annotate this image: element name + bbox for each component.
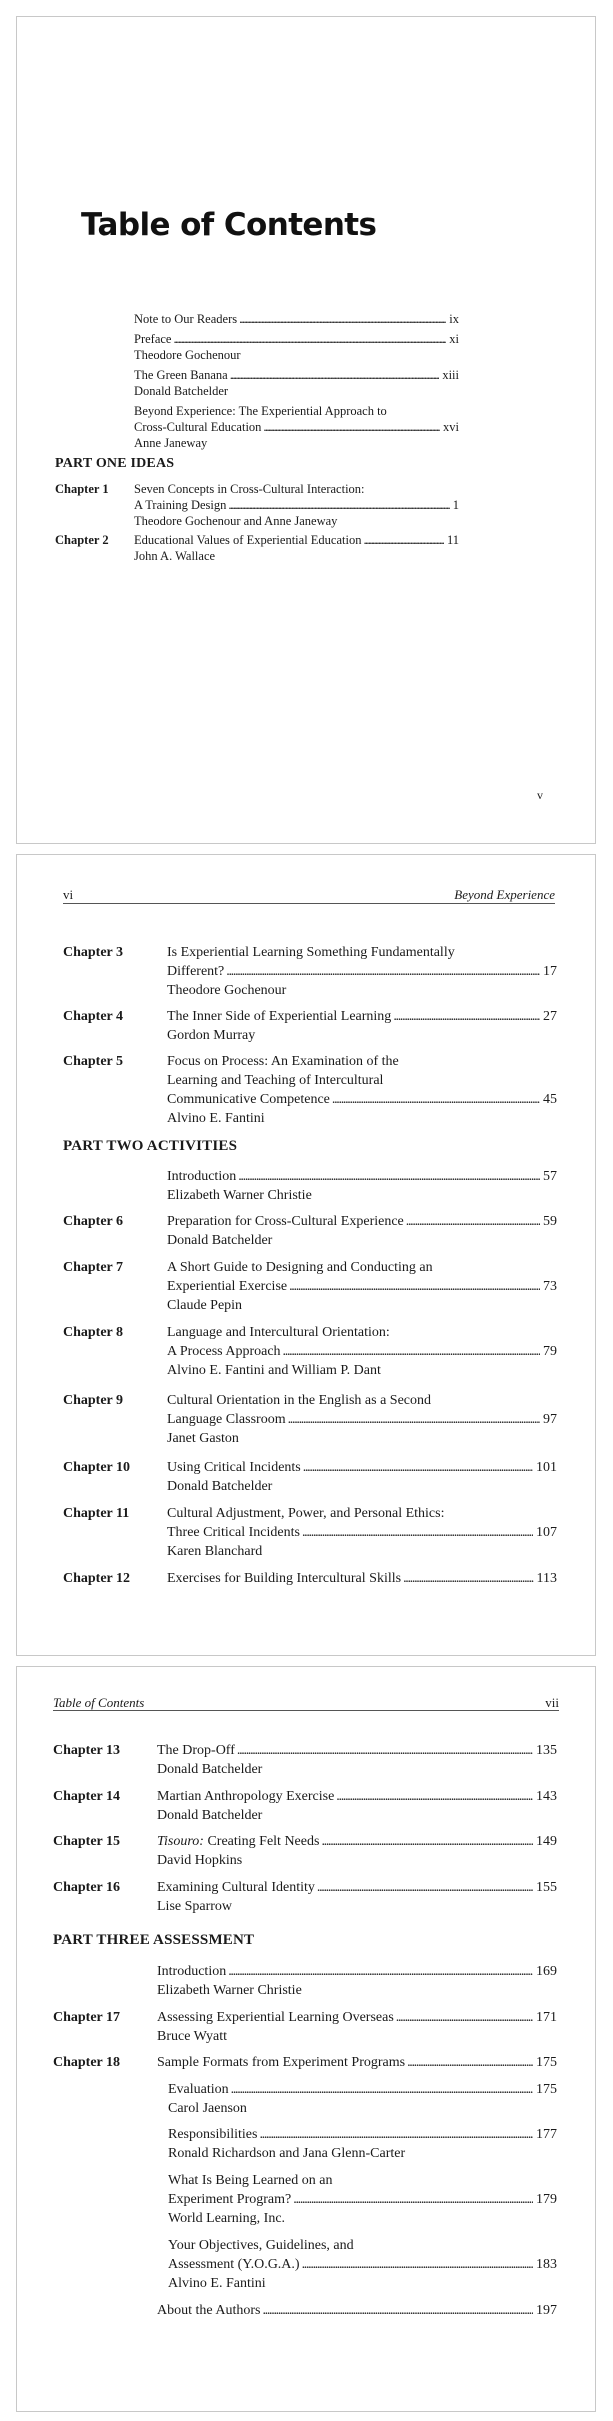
toc-entry-chapter-10[interactable]: Using Critical Incidents . . . 101 Donald Batchelder — [167, 1458, 557, 1496]
toc-entry-chapter-17[interactable]: Assessing Experiential Learning Overseas . . . 171 Bruce Wyatt — [157, 2008, 557, 2046]
chapter-label: Chapter 16 — [53, 1880, 121, 1895]
entry-author: Alvino E. Fantini — [167, 1111, 265, 1126]
toc-subentry-evaluation[interactable]: Evaluation . . . 175 Carol Jaenson — [168, 2080, 557, 2118]
entry-author: Anne Janeway — [134, 436, 208, 450]
toc-entry-introduction[interactable]: Introduction . . . 57 Elizabeth Warner Christie — [167, 1167, 557, 1205]
chapter-label: Chapter 11 — [63, 1506, 130, 1521]
toc-page-vi — [16, 854, 596, 1656]
chapter-label: Chapter 7 — [63, 1260, 124, 1275]
header-section-title: Table of Contents — [53, 1695, 145, 1710]
toc-entry-introduction[interactable]: Introduction . . . 169 Elizabeth Warner Christie — [157, 1962, 557, 2000]
entry-author: Alvino E. Fantini — [168, 2276, 266, 2291]
header-rule — [53, 1710, 559, 1711]
chapter-label: Chapter 1 — [55, 482, 109, 496]
entry-author: Alvino E. Fantini and William P. Dant — [167, 1363, 381, 1378]
part-heading: PART ONE IDEAS — [55, 456, 175, 471]
chapter-label: Chapter 2 — [55, 533, 109, 547]
toc-entry-chapter-16[interactable]: Examining Cultural Identity . . . 155 Lise Sparrow — [157, 1878, 557, 1916]
page-number: 183 — [536, 2257, 557, 2272]
page-number: ix — [449, 312, 459, 326]
page-number: 149 — [536, 1834, 557, 1849]
toc-entry-chapter-11[interactable]: Cultural Adjustment, Power, and Personal Ethics: Three Critical Incidents . . . 107 Karen Blanchard — [167, 1504, 557, 1561]
page-number: 73 — [543, 1279, 557, 1294]
page-number: 143 — [536, 1789, 557, 1804]
chapter-label: Chapter 10 — [63, 1460, 131, 1475]
entry-author: Donald Batchelder — [167, 1479, 273, 1494]
entry-author: Carol Jaenson — [168, 2101, 247, 2116]
page-number: 79 — [543, 1344, 557, 1359]
entry-author: Gordon Murray — [167, 1028, 256, 1043]
chapter-label: Chapter 3 — [63, 945, 124, 960]
part-heading: PART TWO ACTIVITIES — [63, 1138, 238, 1154]
part-heading: PART THREE ASSESSMENT — [53, 1932, 255, 1948]
entry-author: Lise Sparrow — [157, 1899, 233, 1914]
page-number: 101 — [536, 1460, 557, 1475]
toc-entry-chapter-6[interactable]: Preparation for Cross-Cultural Experience . . . 59 Donald Batchelder — [167, 1212, 557, 1250]
page-number: 45 — [543, 1092, 557, 1107]
entry-author: Claude Pepin — [167, 1298, 243, 1313]
toc-entry-chapter-9[interactable]: Cultural Orientation in the English as a Second Language Classroom . . . 97 Janet Gaston — [167, 1391, 557, 1448]
toc-entry-chapter-2[interactable]: Educational Values of Experiential Education . . . 11 John A. Wallace — [134, 532, 459, 564]
entry-author: Karen Blanchard — [167, 1544, 263, 1559]
chapter-label: Chapter 15 — [53, 1834, 121, 1849]
page-number: 175 — [536, 2055, 557, 2070]
entry-author: Theodore Gochenour — [134, 348, 241, 362]
page-number: 175 — [536, 2082, 557, 2097]
chapter-label: Chapter 17 — [53, 2010, 121, 2025]
page-number: xi — [449, 332, 459, 346]
toc-subentry-responsibilities[interactable]: Responsibilities . . . 177 Ronald Richardson and Jana Glenn-Carter — [168, 2125, 557, 2163]
toc-entry-chapter-13[interactable]: The Drop-Off . . . 135 Donald Batchelder — [157, 1741, 557, 1779]
toc-entry-chapter-14[interactable]: Martian Anthropology Exercise . . . 143 Donald Batchelder — [157, 1787, 557, 1825]
page-number: 177 — [536, 2127, 557, 2142]
page-number: 113 — [536, 1571, 557, 1586]
page-folio: v — [537, 788, 543, 802]
chapter-label: Chapter 9 — [63, 1393, 124, 1408]
page-number: 135 — [536, 1743, 557, 1758]
entry-author: Donald Batchelder — [167, 1233, 273, 1248]
toc-entry-chapter-8[interactable]: Language and Intercultural Orientation: A Process Approach . . . 79 Alvino E. Fantini and William P. Dant — [167, 1323, 557, 1380]
toc-entry-chapter-3[interactable]: Is Experiential Learning Something Fundamentally Different? . . . 17 Theodore Gochenour — [167, 943, 557, 1000]
entry-author: David Hopkins — [157, 1853, 243, 1868]
chapter-label: Chapter 5 — [63, 1054, 124, 1069]
page-number: xiii — [442, 368, 459, 382]
toc-entry-chapter-7[interactable]: A Short Guide to Designing and Conducting an Experiential Exercise . . . 73 Claude Pepin — [167, 1258, 557, 1315]
toc-entry-note[interactable]: Note to Our Readers . . . ix — [134, 311, 459, 327]
page-number: 27 — [543, 1009, 557, 1024]
page-number: 155 — [536, 1880, 557, 1895]
entry-author: Donald Batchelder — [157, 1808, 263, 1823]
toc-entry-chapter-15[interactable]: Tisouro: Creating Felt Needs . . . 149 David Hopkins — [157, 1832, 557, 1870]
toc-page-v — [16, 16, 596, 844]
page-number: 59 — [543, 1214, 557, 1229]
toc-entry-beyond-experience[interactable]: Beyond Experience: The Experiential Approach to Cross-Cultural Education . . . xvi Anne Janeway — [134, 403, 459, 451]
page-number: 169 — [536, 1964, 557, 1979]
toc-page-vii — [16, 1666, 596, 2412]
page-number: xvi — [443, 420, 459, 434]
toc-subentry-what-is-being-learned[interactable]: What Is Being Learned on an Experiment Program? . . . 179 World Learning, Inc. — [168, 2171, 557, 2228]
header-rule — [63, 903, 555, 904]
header-book-title: Beyond Experience — [454, 887, 555, 902]
chapter-label: Chapter 14 — [53, 1789, 121, 1804]
page-number: 1 — [452, 498, 459, 512]
toc-entry-chapter-1[interactable]: Seven Concepts in Cross-Cultural Interaction: A Training Design . . . 1 Theodore Gochenour and Anne Janeway — [134, 481, 459, 529]
toc-entry-chapter-12[interactable]: Exercises for Building Intercultural Skills . . . 113 — [167, 1569, 557, 1588]
chapter-label: Chapter 18 — [53, 2055, 121, 2070]
entry-author: Bruce Wyatt — [157, 2029, 228, 2044]
entry-author: World Learning, Inc. — [168, 2211, 286, 2226]
chapter-label: Chapter 4 — [63, 1009, 124, 1024]
toc-entry-green-banana[interactable]: The Green Banana . . . xiii Donald Batchelder — [134, 367, 459, 399]
page-number: 97 — [543, 1412, 557, 1427]
entry-author: Theodore Gochenour — [167, 983, 287, 998]
page-number: 197 — [536, 2303, 557, 2318]
entry-author: Elizabeth Warner Christie — [167, 1188, 312, 1203]
toc-entry-chapter-5[interactable]: Focus on Process: An Examination of the Learning and Teaching of Intercultural Communicative Competence . . . 45 Alvino E. Fantini — [167, 1052, 557, 1128]
entry-author: Elizabeth Warner Christie — [157, 1983, 302, 1998]
page-number: 17 — [543, 964, 557, 979]
page-number: 179 — [536, 2192, 557, 2207]
page-number: 171 — [536, 2010, 557, 2025]
entry-author: Donald Batchelder — [134, 384, 229, 398]
header-page-number: vi — [63, 887, 74, 902]
entry-author: John A. Wallace — [134, 549, 216, 563]
chapter-label: Chapter 13 — [53, 1743, 121, 1758]
header-page-number: vii — [545, 1695, 559, 1710]
entry-author: Theodore Gochenour and Anne Janeway — [134, 514, 338, 528]
entry-author: Ronald Richardson and Jana Glenn-Carter — [168, 2146, 406, 2161]
toc-entry-chapter-18[interactable]: Sample Formats from Experiment Programs . . . 175 — [157, 2053, 557, 2072]
chapter-label: Chapter 8 — [63, 1325, 124, 1340]
page-number: 107 — [536, 1525, 557, 1540]
chapter-label: Chapter 6 — [63, 1214, 124, 1229]
page-number: 57 — [543, 1169, 557, 1184]
entry-author: Donald Batchelder — [157, 1762, 263, 1777]
toc-entry-preface[interactable]: Preface . . . xi Theodore Gochenour — [134, 331, 459, 363]
toc-entry-chapter-4[interactable]: The Inner Side of Experiential Learning . . . 27 Gordon Murray — [167, 1007, 557, 1045]
page-number: 11 — [446, 533, 459, 547]
page-title: Table of Contents — [81, 207, 377, 243]
chapter-label: Chapter 12 — [63, 1571, 131, 1586]
entry-author: Janet Gaston — [167, 1431, 239, 1446]
toc-entry-about-the-authors[interactable]: About the Authors . . . 197 — [157, 2301, 557, 2320]
toc-subentry-yoga[interactable]: Your Objectives, Guidelines, and Assessment (Y.O.G.A.) . . . 183 Alvino E. Fantini — [168, 2236, 557, 2293]
